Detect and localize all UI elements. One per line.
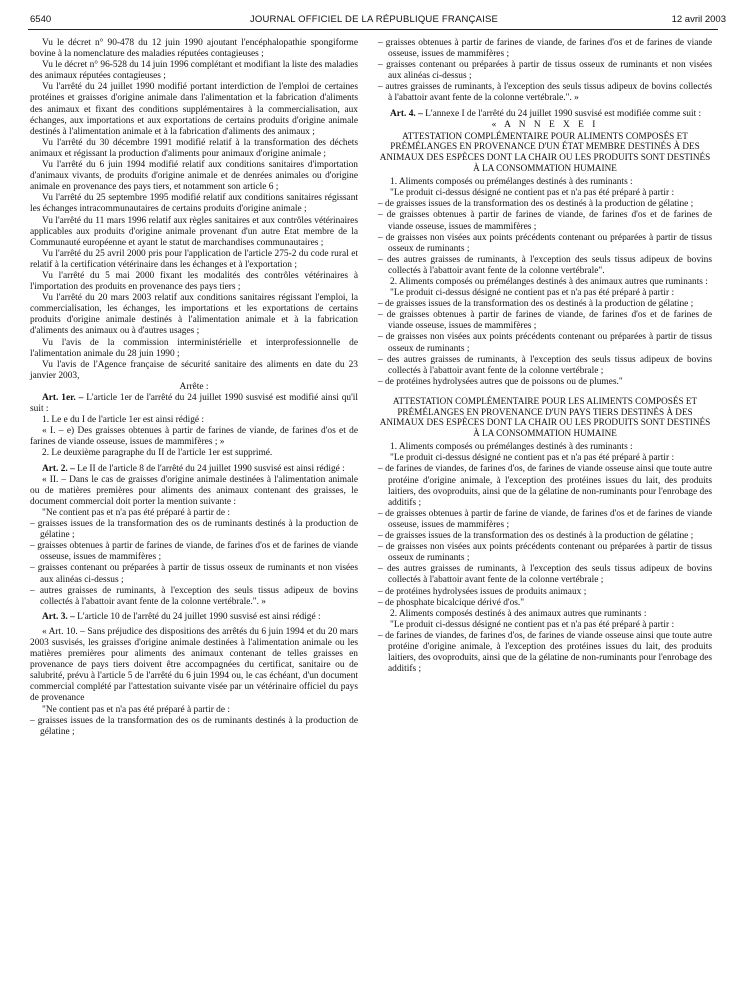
- visa-paragraph: Vu l'avis de l'Agence française de sécurité sanitaire des aliments en date du 23 janvier 2003,: [30, 359, 358, 381]
- mention-text: "Le produit ci-dessus désigné ne contient pas et n'a pas été préparé à partir :: [390, 188, 675, 199]
- list-item: – de graisses non visées aux points précédents contenant ou préparées à partir de tissus osseux de ruminants ;: [378, 232, 712, 254]
- article-quote: « Art. 10. – Sans préjudice des dispositions des arrêtés du 6 juin 1994 et du 20 mars 2003 susvisés, les graisses d'origine animale destinées à l'alimentation animale ou les matières premières pour aliments des animaux contenant de telles graisses en provenance de pays tiers doivent être accompagnées du certificat, sanitaire ou de salubrité, prévu à l'article 5 de l'arrêté du 6 juin 1994 ou, le cas échéant, d'un document commercial complété par l'attestation suivante visée par un vétérinaire officiel du pays de provenance: [30, 626, 358, 704]
- right-column: [378, 38, 712, 675]
- list-item: – graisses issues de la transformation des os de ruminants destinés à la production de gélatine ;: [30, 519, 358, 541]
- journal-title: JOURNAL OFFICIEL DE LA RÉPUBLIQUE FRANÇAISE: [249, 14, 499, 25]
- spacer: [378, 388, 712, 396]
- mention-text: "Le produit ci-dessus désigné ne contient pas et n'a pas été préparé à partir :: [390, 288, 675, 299]
- mention-text: "Le produit ci-dessus désigné ne contient pas et n'a pas été préparé à partir :: [390, 453, 675, 464]
- left-column: [30, 38, 358, 738]
- subsection-title: 1. Aliments composés ou prémélanges destinés à des ruminants :: [390, 442, 633, 453]
- list-item: – de protéines hydrolysées issues de produits animaux ;: [378, 586, 587, 597]
- annexe-title: « A N N E X E I: [491, 119, 599, 130]
- list-item: – graisses obtenues à partir de farines de viande, de farines d'os et de farines de viande osseuse, issues de mammifères ;: [30, 541, 358, 563]
- list-item: – des autres graisses de ruminants, à l'exception des seuls tissus adipeux de bovins collectés à l'abattoir avant fente de la colonne vertébrale ;: [378, 564, 712, 586]
- article-quote: « II. – Dans le cas de graisses d'origine animale destinées à l'alimentation animale ou de matières premières pour aliments des animaux contenant des graisses, le document commercial doit porter la mention suivante :: [30, 474, 358, 507]
- list-item: – de graisses issues de la transformation des os destinés à la production de gélatine ;: [378, 299, 694, 310]
- list-item: – de graisses non visées aux points précédents contenant ou préparées à partir de tissus osseux de ruminants ;: [378, 332, 712, 354]
- list-item: – de graisses obtenues à partir de farine de viande, de farines d'os et de farines de viande osseuse, issues de mammifères ;: [378, 508, 712, 530]
- page-number: 6540: [30, 14, 52, 25]
- issue-date: 12 avril 2003: [671, 14, 726, 25]
- visa-paragraph: Vu l'arrêté du 11 mars 1996 relatif aux règles sanitaires et aux contrôles vétérinaires applicables aux produits d'origine animale provenant d'un autre Etat membre de la Communauté européenne et ayant le statut de marchandises communautaires ;: [30, 215, 358, 248]
- article-label: Art. 1er. –: [42, 393, 84, 403]
- list-item: – graisses obtenues à partir de farines de viande, de farines d'os et de farines de viande osseuse, issues de mammifères ;: [378, 38, 712, 60]
- article-paragraph: 1. Le e du I de l'article 1er est ainsi rédigé :: [42, 415, 205, 426]
- list-item: – des autres graisses de ruminants, à l'exception des seuls tissus adipeux de bovins collectés à l'abattoir avant fente de la colonne vertébrale".: [378, 254, 712, 276]
- page-header: [22, 14, 726, 28]
- list-item: – de protéines hydrolysées autres que de poissons ou de plumes.": [378, 376, 623, 387]
- header-rule: [28, 29, 718, 30]
- list-item: – autres graisses de ruminants, à l'exception des seuls tissus adipeux de bovins collectés à l'abattoir avant fente de la colonne vertébrale.". »: [30, 585, 358, 607]
- subsection-title: 2. Aliments composés destinés à des animaux autres que ruminants :: [390, 608, 647, 619]
- list-item: – de farines de viandes, de farines d'os, de farines de viande osseuse ainsi que toute autre protéine d'origine animale, à l'exception des protéines issues du lait, des produits laitiers, des ovoproduits, ainsi que de la gélatine de non-ruminants pour l'enrobage des additifs ;: [378, 630, 713, 675]
- list-item: – de farines de viandes, de farines d'os, de farines de viande osseuse ainsi que toute autre protéine d'origine animale, à l'exception des protéines issues du lait, des produits laitiers, des ovoproduits, ainsi que de la gélatine de non-ruminants pour l'enrobage des additifs ;: [378, 464, 713, 508]
- visa-paragraph: Vu l'avis de la commission interministérielle et interprofessionnelle de l'alimentation animale du 28 juin 1990 ;: [30, 337, 358, 359]
- section-heading: ATTESTATION COMPLÉMENTAIRE POUR ALIMENTS COMPOSÉS ET PRÉMÉLANGES EN PROVENANCE D'UN ÉTAT MEMBRE DESTINÉS À DES ANIMAUX DES ESPÈCES DONT LA CHAIR OU LES PRODUITS SONT DESTINÉS À LA CONSOMMATION HUMAINE: [379, 130, 711, 173]
- visa-paragraph: Vu l'arrêté du 25 avril 2000 pris pour l'application de l'article 275-2 du code rural et relatif à la certification vétérinaire dans les échanges et à l'exportation ;: [30, 248, 358, 270]
- visa-paragraph: Vu l'arrêté du 30 décembre 1991 modifié relatif à la transformation des déchets animaux et régissant la production d'aliments pour animaux d'origine animale ;: [30, 137, 358, 159]
- visa-paragraph: Vu le décret n° 96-528 du 14 juin 1996 complétant et modifiant la liste des maladies des animaux réputées contagieuses ;: [30, 60, 358, 82]
- list-item: – des autres graisses de ruminants, à l'exception des seuls tissus adipeux de bovins collectés à l'abattoir avant fente de la colonne vertébrale ;: [378, 354, 712, 376]
- visa-paragraph: Vu le décret n° 90-478 du 12 juin 1990 ajoutant l'encéphalopathie spongiforme bovine à la nomenclature des maladies réputées contagieuses ;: [30, 38, 358, 60]
- list-item: – graisses contenant ou préparées à partir de tissus osseux de ruminants et non visées aux alinéas ci-dessus ;: [378, 60, 712, 82]
- list-item: – de graisses non visées aux points précédents contenant ou préparées à partir de tissus osseux de ruminants ;: [378, 542, 712, 564]
- article-label: Art. 3. –: [42, 611, 75, 622]
- subsection-title: 1. Aliments composés ou prémélanges destinés à des ruminants :: [390, 177, 633, 188]
- visa-paragraph: Vu l'arrêté du 5 mai 2000 fixant les modalités des contrôles vétérinaires à l'importation des produits en provenance des pays tiers ;: [30, 270, 358, 293]
- article-2: Art. 2. – Le II de l'article 8 de l'arrêté du 24 juillet 1990 susvisé est ainsi rédigé :: [42, 463, 345, 474]
- article-1: Art. 1er. – L'article 1er de l'arrêté du 24 juillet 1990 susvisé est modifié ainsi qu'il suit :: [30, 393, 358, 415]
- section-heading: ATTESTATION COMPLÉMENTAIRE POUR LES ALIMENTS COMPOSÉS ET PRÉMÉLANGES EN PROVENANCE D'UN PAYS TIERS DESTINÉS À DES ANIMAUX DES ESPÈCES DONT LA CHAIR OU LES PRODUITS SONT DESTINÉS À LA CONSOMMATION HUMAINE: [379, 395, 711, 438]
- article-quote: « I. – e) Des graisses obtenues à partir de farines de viande, de farines d'os et de farines de viande osseuse, issues de mammifères ; »: [30, 426, 358, 448]
- list-item: – de graisses issues de la transformation des os destinés à la production de gélatine ;: [378, 199, 694, 210]
- article-label: Art. 4. –: [390, 108, 423, 119]
- article-4: Art. 4. – L'annexe I de l'arrêté du 24 juillet 1990 susvisé est modifiée comme suit :: [390, 108, 702, 119]
- list-item: – autres graisses de ruminants, à l'exception des seuls tissus adipeux de bovins collectés à l'abattoir avant fente de la colonne vertébrale.". »: [378, 82, 712, 104]
- mention-text: "Ne contient pas et n'a pas été préparé à partir de :: [42, 507, 230, 518]
- mention-text: "Ne contient pas et n'a pas été préparé à partir de :: [42, 704, 230, 715]
- list-item: – de graisses obtenues à partir de farines de viande, de farines d'os et de farines de viande osseuse, issues de mammifères ;: [378, 310, 712, 332]
- list-item: – graisses issues de la transformation des os de ruminants destinés à la production de gélatine ;: [30, 715, 358, 737]
- article-label: Art. 2. –: [42, 463, 75, 474]
- article-paragraph: 2. Le deuxième paragraphe du II de l'article 1er est supprimé.: [42, 448, 273, 459]
- list-item: – de phosphate bicalcique dérivé d'os.": [378, 597, 525, 608]
- mention-text: "Le produit ci-dessus désigné ne contient pas et n'a pas été préparé à partir :: [390, 619, 675, 630]
- list-item: – graisses contenant ou préparées à partir de tissus osseux de ruminants et non visées aux alinéas ci-dessus ;: [30, 563, 358, 585]
- list-item: – de graisses obtenues à partir de farines de viande, de farines d'os et de farines de viande osseuse, issues de mammifères ;: [378, 210, 712, 232]
- visa-paragraph: Vu l'arrêté du 6 juin 1994 modifié relatif aux conditions sanitaires d'importation d'animaux vivants, de produits d'origine animale et de denrées animales ou d'origine animale en provenance des pays tiers, et notamment son article 6 ;: [30, 160, 358, 193]
- visa-paragraph: Vu l'arrêté du 20 mars 2003 relatif aux conditions sanitaires régissant l'emploi, la commercialisation, les échanges, les importations et les exportations de certains produits d'origine animale destinés à l'alimentation animale et à la fabrication d'aliments des animaux ou à d'autres usages ;: [30, 293, 358, 337]
- subsection-title: 2. Aliments composés ou prémélanges destinés à des animaux autres que ruminants :: [390, 276, 708, 287]
- article-3: Art. 3. – L'article 10 de l'arrêté du 24 juillet 1990 susvisé est ainsi rédigé :: [42, 611, 321, 622]
- visa-paragraph: Vu l'arrêté du 24 juillet 1990 modifié portant interdiction de l'emploi de certaines protéines et graisses d'origine animale dans l'alimentation et la fabrication d'aliments des animaux et fixant des conditions supplémentaires à la commercialisation, aux échanges, aux importations et aux exportations de certains produits d'origine animale destinés à l'alimentation animale et à la fabrication d'aliments des animaux ;: [30, 82, 358, 137]
- list-item: – de graisses issues de la transformation des os destinés à la production de gélatine ;: [378, 531, 694, 542]
- arrete-heading: Arrête :: [179, 381, 209, 392]
- visa-paragraph: Vu l'arrêté du 25 septembre 1995 modifié relatif aux conditions sanitaires régissant les échanges intracommunautaires de certains produits d'origine animale ;: [30, 193, 358, 215]
